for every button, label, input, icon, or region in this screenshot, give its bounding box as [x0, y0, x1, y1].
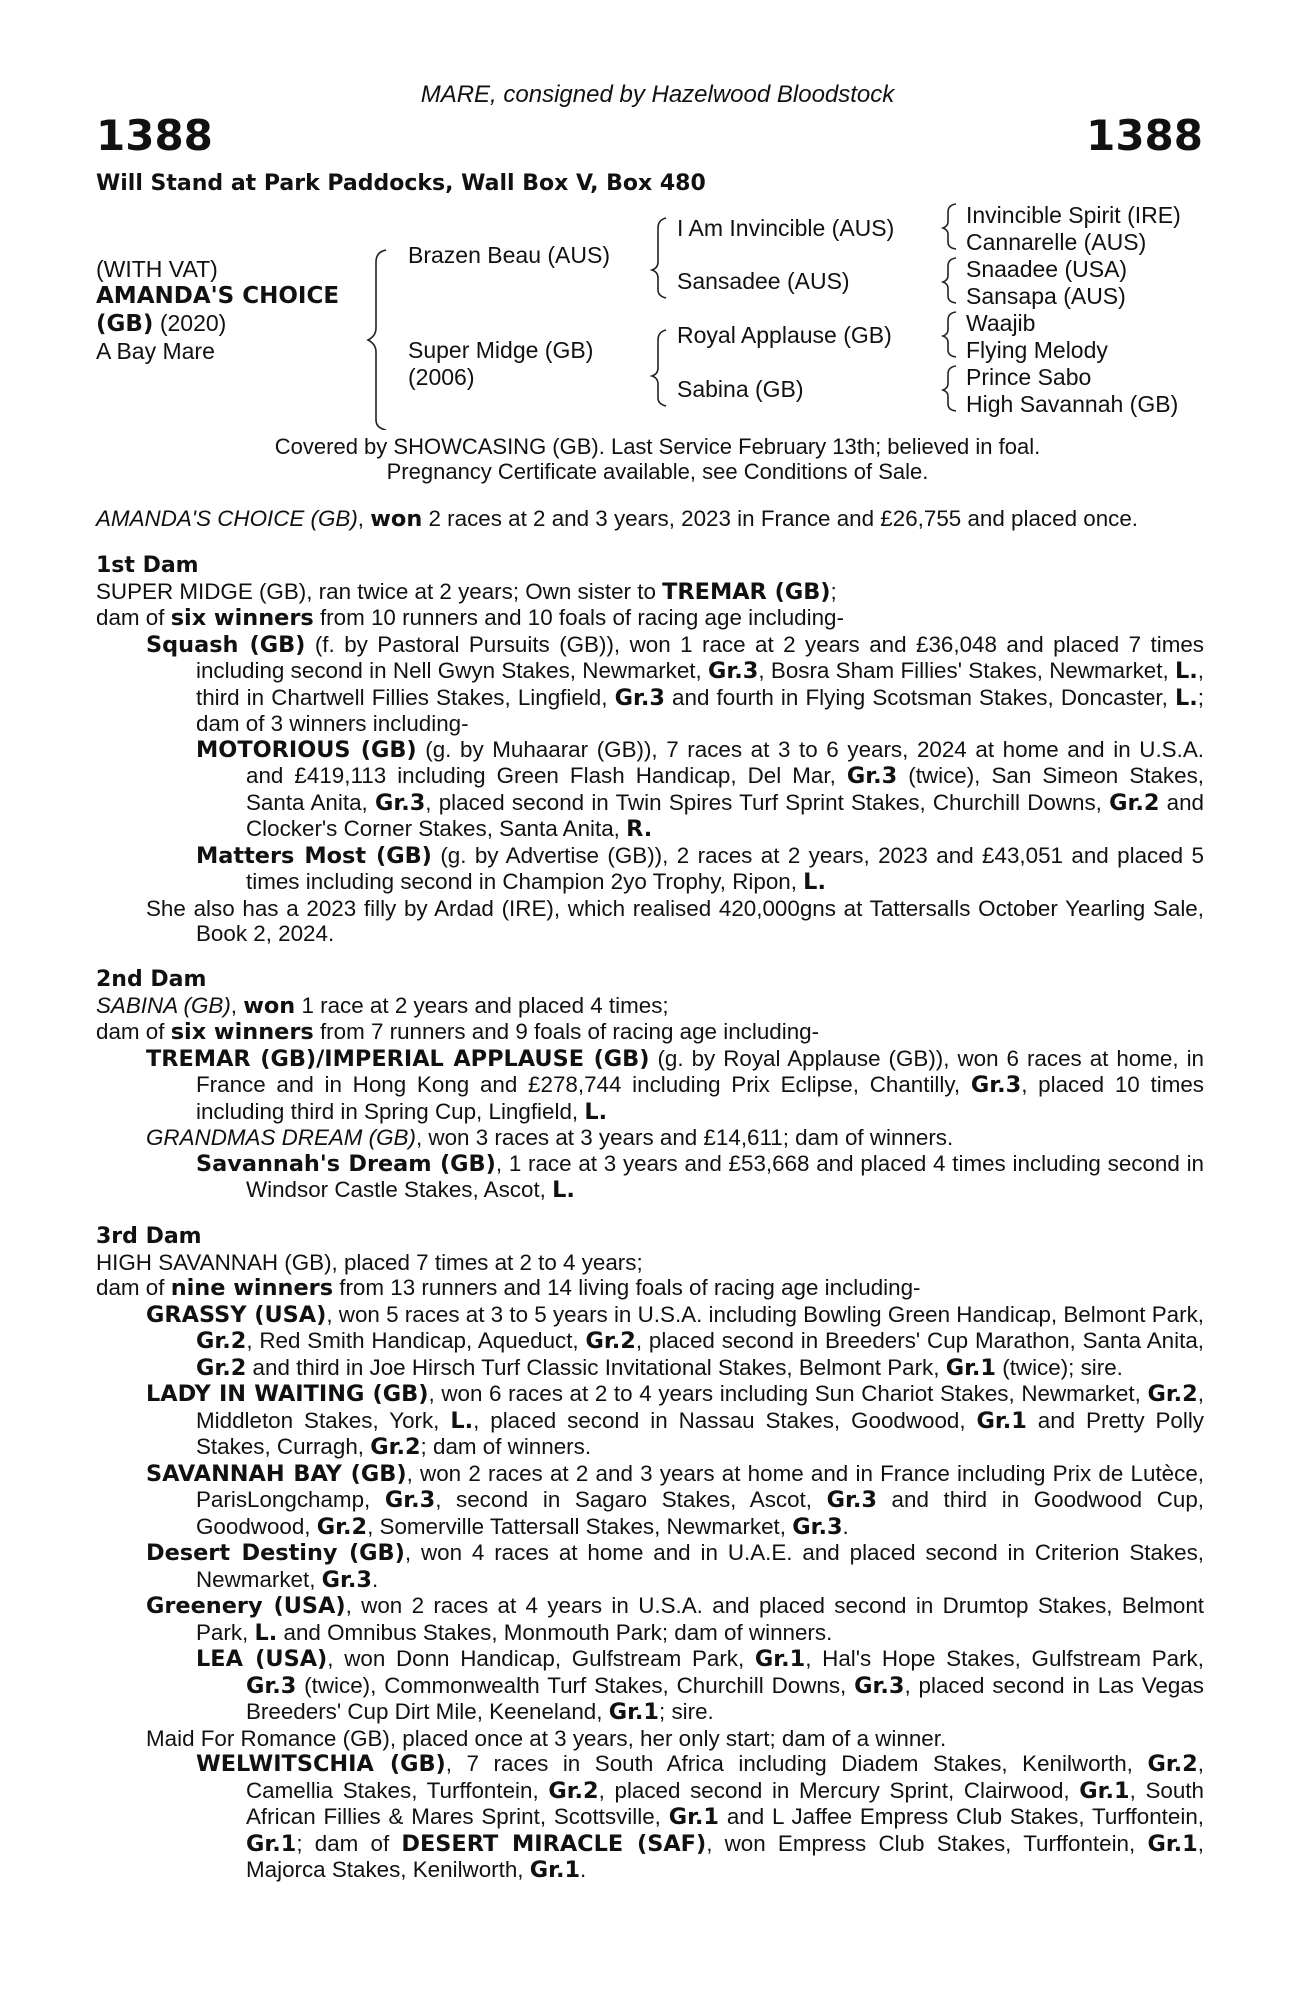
brace-dam [652, 330, 666, 406]
text-run: (twice); sire. [996, 1354, 1123, 1380]
italic-text: AMANDA'S CHOICE (GB) [96, 506, 358, 531]
pedigree-paragraph [96, 1646, 1204, 1726]
bold-text: LADY IN WAITING (GB) [146, 1381, 429, 1407]
text-run: dam of [96, 605, 171, 630]
bold-text: Gr.2 [370, 1434, 421, 1460]
pedigree-dsd: Flying Melody [966, 337, 1108, 363]
pedigree-paragraph [96, 1540, 1204, 1593]
horse-country: (GB) [96, 311, 154, 337]
pedigree-paragraph [96, 1751, 1204, 1884]
text-run: , Hal's Hope Stakes, Gulfstream Park, [805, 1646, 1204, 1671]
text-run: , second in Sagaro Stakes, Ascot, [435, 1487, 827, 1512]
section-heading: 2nd Dam [96, 966, 207, 992]
text-run: , won 2 races at 4 years in U.S.A. and placed second in Drumtop Stakes, Belmont Park, [196, 1593, 1204, 1645]
text-run: ; [830, 578, 837, 604]
pedigree-sire-dam: Sansadee (AUS) [677, 268, 850, 294]
text-run: , third in Chartwell Fillies Stakes, Lingfield, [196, 658, 1204, 710]
pedigree-dds: Prince Sabo [966, 364, 1092, 390]
text-run: (f. by Pastoral Pursuits (GB)), won 1 race at 2 years and £36,048 and placed 7 times including second in Nell Gwyn Stakes, Newmarket, [196, 631, 1204, 683]
bold-text: Gr.2 [1147, 1751, 1198, 1777]
italic-text: SABINA (GB) [96, 992, 231, 1018]
stand-location: Will Stand at Park Paddocks, Wall Box V, Box 480 [96, 171, 706, 196]
bold-text: Squash (GB) [146, 631, 306, 658]
text-run: and Clocker's Corner Stakes, Santa Anita, [246, 789, 1204, 841]
horse-description: A Bay Mare [96, 338, 215, 364]
text-run: and L Jaffee Empress Club Stakes, Turffontein, [719, 1804, 1204, 1829]
pedigree-paragraph [96, 1593, 1204, 1646]
bold-text: SAVANNAH BAY (GB) [146, 1460, 407, 1487]
bold-text: Gr.1 [1079, 1777, 1130, 1804]
brace-ss [943, 204, 956, 249]
text-run: , Middleton Stakes, York, [196, 1381, 1204, 1433]
bold-text: L. [254, 1619, 278, 1646]
text-run: . [580, 1857, 587, 1882]
pedigree-dam: Super Midge (GB) [408, 337, 594, 363]
pedigree-ddd: High Savannah (GB) [966, 391, 1179, 417]
text-run: , Somerville Tattersall Stakes, Newmarket, [367, 1513, 793, 1539]
lot-number-left: 1388 [96, 111, 213, 160]
bold-text: WELWITSCHIA (GB) [196, 1751, 446, 1777]
text-run: , won 6 races at 2 to 4 years including Sun Chariot Stakes, Newmarket, [428, 1381, 1148, 1406]
bold-text: Gr.1 [668, 1804, 720, 1830]
text-run: , 7 races in South Africa including Diadem Stakes, Kenilworth, [445, 1751, 1148, 1776]
pedigree-paragraph [96, 737, 1204, 843]
text-run: , won 5 races at 3 to 5 years in U.S.A. including Bowling Green Handicap, Belmont Park, [326, 1301, 1204, 1327]
text-run: ; dam of [296, 1830, 402, 1856]
italic-text: GRANDMAS DREAM (GB) [146, 1125, 416, 1150]
text-run: Maid For Romance (GB), placed once at 3 years, her only start; dam of a winner. [146, 1725, 947, 1751]
bold-text: Gr.1 [945, 1354, 997, 1381]
bold-text: Gr.2 [1109, 789, 1160, 816]
text-run: (twice), Commonwealth Turf Stakes, Churchill Downs, [296, 1672, 855, 1698]
lot-number-right: 1388 [1086, 111, 1203, 160]
bold-text: Savannah's Dream (GB) [196, 1150, 496, 1177]
bold-text: Gr.1 [754, 1646, 806, 1672]
bold-text: Gr.2 [548, 1777, 599, 1804]
text-run: , [230, 992, 244, 1018]
bold-text: Gr.2 [196, 1354, 247, 1381]
text-run: . [371, 1566, 379, 1592]
bold-text: Gr.1 [246, 1830, 297, 1857]
text-run: , [357, 506, 371, 531]
bold-text: R. [626, 816, 653, 842]
bold-text: nine winners [170, 1275, 334, 1301]
text-run: from 13 runners and 14 living foals of racing age including- [333, 1275, 921, 1300]
text-run: and Pretty Polly Stakes, Curragh, [196, 1407, 1204, 1459]
pedigree-paragraph [96, 1151, 1204, 1204]
pedigree-sdd: Sansapa (AUS) [966, 283, 1126, 309]
consignment-line: MARE, consigned by Hazelwood Bloodstock [420, 81, 895, 108]
bold-text: L. [552, 1177, 575, 1203]
text-run: , Majorca Stakes, Kenilworth, [246, 1830, 1204, 1882]
pedigree-dam-dam: Sabina (GB) [677, 376, 804, 402]
pedigree-paragraph [96, 1019, 1204, 1046]
bold-text: Gr.2 [196, 1328, 247, 1354]
text-run: (g. by Muhaarar (GB)), 7 races at 3 to 6 years, 2024 at home and in U.S.A. and £419,113 including Green Flash Handicap, Del Mar, [246, 736, 1204, 788]
pedigree-paragraph [96, 632, 1204, 737]
pedigree-paragraph [96, 1726, 1204, 1752]
pedigree-sire-sire: I Am Invincible (AUS) [677, 215, 895, 241]
catalogue-body [96, 506, 1204, 1884]
bold-text: Gr.1 [976, 1407, 1027, 1434]
pedigree-paragraph [96, 1302, 1204, 1382]
race-record [96, 506, 1204, 533]
pedigree-paragraph [96, 843, 1204, 896]
text-run: ; sire. [659, 1699, 714, 1724]
bold-text: Gr.2 [585, 1328, 636, 1354]
pedigree-paragraph [96, 605, 1204, 632]
pedigree-paragraph [96, 1461, 1204, 1541]
text-run: (g. by Royal Applause (GB)), won 6 races at home, in France and in Hong Kong and £278,744 including Prix Eclipse, Chantilly, [196, 1045, 1204, 1097]
bold-text: Gr.3 [846, 763, 898, 789]
pedigree-dss: Waajib [966, 310, 1036, 336]
text-run: and third in Goodwood Cup, Goodwood, [196, 1487, 1204, 1539]
text-run: , placed 10 times including third in Spring Cup, Lingfield, [196, 1072, 1204, 1124]
bold-text: Gr.1 [608, 1699, 660, 1725]
brace-sire [652, 218, 666, 298]
bold-text: Gr.3 [792, 1513, 843, 1540]
text-run: from 7 runners and 9 foals of racing age including- [313, 1019, 820, 1044]
bold-text: L. [1174, 658, 1198, 684]
bold-text: six winners [170, 605, 314, 631]
text-run: , won 2 races at 2 and 3 years at home and in France including Prix de Lutèce, ParisLongchamp, [196, 1460, 1204, 1512]
horse-year: (2020) [153, 310, 227, 336]
pedigree-dam-year: (2006) [408, 364, 475, 390]
pedigree-paragraph [96, 579, 1204, 606]
text-run: and third in Joe Hirsch Turf Classic Invitational Stakes, Belmont Park, [246, 1354, 946, 1380]
bold-text: Desert Destiny (GB) [146, 1540, 405, 1566]
bold-text: won [243, 992, 296, 1019]
text-run: , placed second in Mercury Sprint, Clairwood, [598, 1777, 1080, 1803]
bold-text: Gr.3 [614, 684, 665, 711]
text-run: , won 3 races at 3 years and £14,611; dam of winners. [415, 1125, 954, 1150]
bold-text: six winners [170, 1019, 314, 1045]
text-run: and Omnibus Stakes, Monmouth Park; dam of winners. [277, 1619, 833, 1645]
text-run: She also has a 2023 filly by Ardad (IRE), which realised 420,000gns at Tattersalls October Yearling Sale, Book 2, 2024. [146, 895, 1204, 946]
text-run: , placed second in Las Vegas Breeders' Cup Dirt Mile, Keeneland, [246, 1672, 1204, 1724]
text-run: HIGH SAVANNAH (GB), placed 7 times at 2 to 4 years; [96, 1249, 643, 1275]
bold-text: Gr.2 [316, 1513, 368, 1540]
bold-text: TREMAR (GB)/IMPERIAL APPLAUSE (GB) [146, 1045, 650, 1072]
bold-text: Gr.1 [1147, 1830, 1198, 1857]
pedigree-paragraph [96, 1381, 1204, 1461]
text-run: (twice), San Simeon Stakes, Santa Anita, [246, 763, 1204, 815]
bold-text: Gr.3 [246, 1672, 297, 1699]
text-run: from 10 runners and 10 foals of racing age including- [313, 605, 844, 630]
text-run: dam of [96, 1275, 171, 1300]
bold-text: Gr.2 [1147, 1381, 1198, 1407]
text-run: , 1 race at 3 years and £53,668 and placed 4 times including second in Windsor Castle Stakes, Ascot, [246, 1150, 1204, 1202]
pedigree-paragraph [96, 1250, 1204, 1276]
bold-text: won [370, 506, 423, 532]
brace-dd [943, 366, 956, 411]
text-run: , won 4 races at home and in U.A.E. and placed second in Criterion Stakes, Newmarket, [196, 1540, 1205, 1592]
bold-text: Matters Most (GB) [196, 842, 432, 869]
brace-subject [368, 250, 386, 430]
bold-text: LEA (USA) [196, 1646, 328, 1672]
text-run: , won Donn Handicap, Gulfstream Park, [327, 1646, 755, 1671]
bold-text: Gr.3 [374, 789, 426, 816]
bold-text: Gr.3 [970, 1072, 1022, 1098]
text-run: , Camellia Stakes, Turffontein, [246, 1751, 1204, 1803]
bold-text: TREMAR (GB) [662, 578, 831, 605]
bold-text: L. [803, 869, 826, 895]
pedigree-paragraph [96, 1275, 1204, 1302]
text-run: and fourth in Flying Scotsman Stakes, Doncaster, [664, 684, 1175, 710]
text-run: , South African Fillies & Mares Sprint, Scottsville, [246, 1777, 1204, 1829]
bold-text: L. [450, 1407, 474, 1434]
section-heading: 3rd Dam [96, 1223, 202, 1249]
bold-text: MOTORIOUS (GB) [196, 736, 417, 763]
text-run: , placed second in Nassau Stakes, Goodwood, [473, 1407, 977, 1433]
pedigree-dam-sire: Royal Applause (GB) [677, 322, 892, 348]
bold-text: Gr.3 [854, 1672, 905, 1699]
bold-text: Gr.1 [529, 1857, 581, 1883]
horse-name: AMANDA'S CHOICE [96, 283, 340, 309]
bold-text: L. [1174, 684, 1198, 711]
pedigree-ssd: Cannarelle (AUS) [966, 229, 1147, 255]
bold-text: L. [584, 1098, 608, 1125]
bold-text: Gr.3 [321, 1566, 372, 1593]
text-run: , placed second in Breeders' Cup Marathon, Santa Anita, [635, 1328, 1204, 1353]
pedigree-paragraph [96, 1046, 1204, 1126]
pedigree-sire: Brazen Beau (AUS) [408, 242, 610, 268]
text-run: dam of [96, 1019, 171, 1044]
pedigree-sss: Invincible Spirit (IRE) [966, 202, 1181, 228]
text-run: , Red Smith Handicap, Aqueduct, [246, 1328, 586, 1353]
pedigree-sds: Snaadee (USA) [966, 256, 1128, 282]
brace-sd [943, 258, 956, 303]
pedigree-paragraph [96, 993, 1204, 1020]
bold-text: GRASSY (USA) [146, 1301, 327, 1328]
vat-note: (WITH VAT) [96, 256, 218, 282]
text-run: 1 race at 2 years and placed 4 times; [295, 992, 669, 1018]
text-run: 2 races at 2 and 3 years, 2023 in France and £26,755 and placed once. [422, 506, 1139, 531]
text-run: , won Empress Club Stakes, Turffontein, [706, 1830, 1148, 1856]
text-run: SUPER MIDGE (GB), ran twice at 2 years; Own sister to [96, 578, 663, 604]
pedigree-paragraph [96, 1125, 1204, 1151]
text-run: , Bosra Sham Fillies' Stakes, Newmarket, [758, 658, 1175, 683]
dam-sections [96, 553, 1204, 1884]
bold-text: DESERT MIRACLE (SAF) [401, 1830, 707, 1857]
text-run: ; dam of 3 winners including- [196, 684, 1204, 736]
text-run: ; dam of winners. [420, 1434, 592, 1459]
pedigree-paragraph [96, 896, 1204, 947]
text-run: (g. by Advertise (GB)), 2 races at 2 years, 2023 and £43,051 and placed 5 times including second in Champion 2yo Trophy, Ripon, [246, 842, 1204, 894]
text-run: . [842, 1513, 849, 1539]
bold-text: Gr.3 [708, 658, 759, 684]
pregnancy-line: Pregnancy Certificate available, see Conditions of Sale. [386, 459, 929, 484]
bold-text: Gr.3 [826, 1487, 877, 1513]
brace-ds [943, 312, 956, 357]
covered-line: Covered by SHOWCASING (GB). Last Service February 13th; believed in foal. [274, 434, 1041, 459]
bold-text: Greenery (USA) [146, 1593, 346, 1619]
section-heading: 1st Dam [96, 552, 199, 578]
text-run: , placed second in Twin Spires Turf Sprint Stakes, Churchill Downs, [425, 789, 1110, 815]
bold-text: Gr.3 [384, 1487, 436, 1513]
